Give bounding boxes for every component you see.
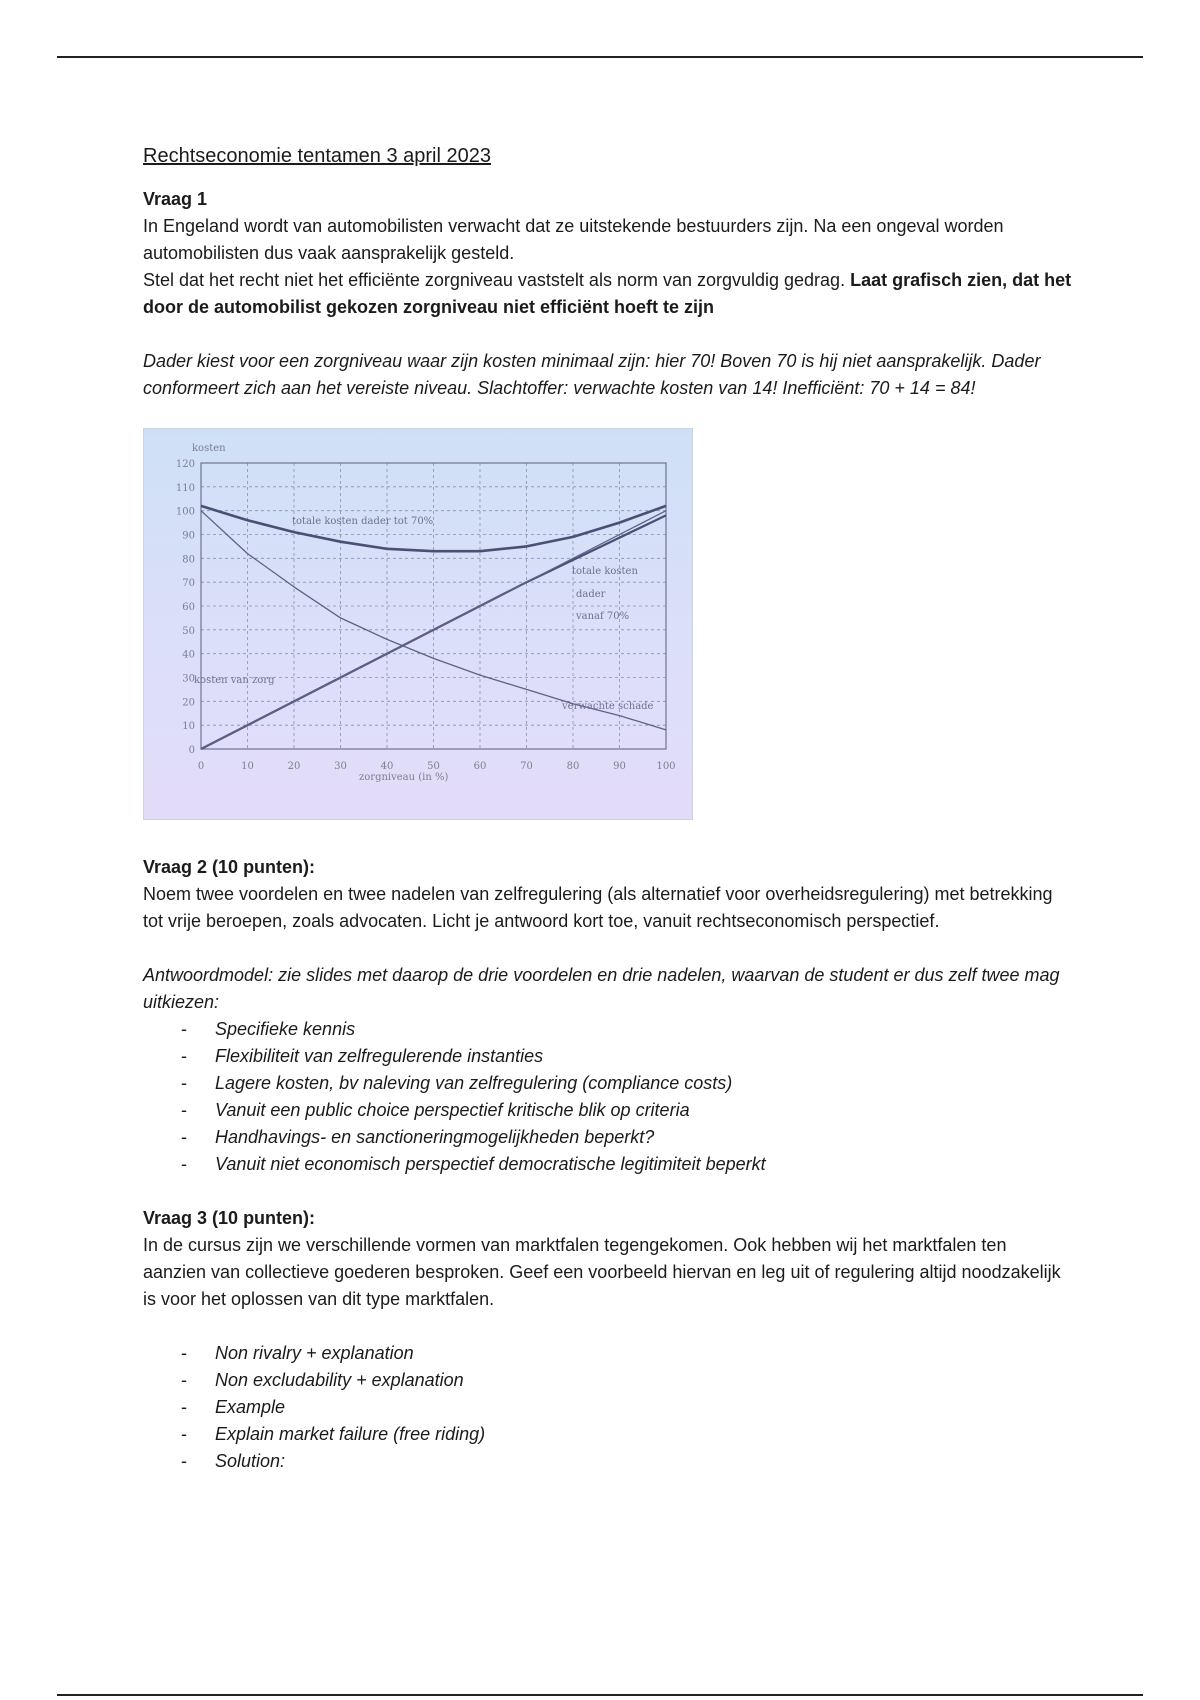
question-1-text: In Engeland wordt van automobilisten verwacht dat ze uitstekende bestuurders zijn. Na een ongeval worden automobilisten dus vaak aansprakelijk gesteld. — [143, 216, 1004, 263]
list-item: - Solution: — [181, 1448, 1073, 1475]
cost-chart — [143, 428, 693, 820]
label-kosten-van-zorg: kosten van zorg — [194, 675, 275, 686]
question-1-answer: Dader kiest voor een zorgniveau waar zijn kosten minimaal zijn: hier 70! Boven 70 is hij niet aansprakelijk. Dader conformeert zich aan het vereiste niveau. Slachtoffer: verwachte kosten van 14! Inefficiënt: 70 + 14 = 84! — [143, 351, 1041, 398]
y-axis-label: kosten — [192, 443, 226, 454]
list-item: - Vanuit niet economisch perspectief democratische legitimiteit beperkt — [181, 1151, 1073, 1178]
x-axis-label: zorgniveau (in %) — [359, 772, 449, 783]
y-ticks — [176, 459, 195, 756]
question-2-answer-intro: Antwoordmodel: zie slides met daarop de drie voordelen en drie nadelen, waarvan de student er dus zelf twee mag uitkiezen: — [143, 965, 1060, 1012]
list-item: - Non rivalry + explanation — [181, 1340, 1073, 1367]
x-tick-label: 100 — [656, 761, 676, 772]
x-tick-label: 60 — [473, 761, 487, 772]
x-tick-label: 80 — [566, 761, 580, 772]
list-item: - Vanuit een public choice perspectief kritische blik op criteria — [181, 1097, 1073, 1124]
label-verwachte-schade: verwachte schade — [562, 701, 654, 712]
x-tick-label: 70 — [520, 761, 533, 772]
y-tick-label: 30 — [182, 673, 195, 685]
list-item: - Non excludability + explanation — [181, 1367, 1073, 1394]
x-tick-label: 20 — [287, 761, 301, 772]
list-item: - Explain market failure (free riding) — [181, 1421, 1073, 1448]
label-totale-vanaf-70-line2: dader — [576, 589, 606, 600]
x-ticks — [198, 761, 676, 772]
question-1-task: Laat grafisch zien, dat het door de automobilist gekozen zorgniveau niet efficiënt hoeft te zijn — [143, 270, 1072, 317]
document-title: Rechtseconomie tentamen 3 april 2023 — [143, 145, 491, 167]
y-tick-label: 10 — [182, 721, 195, 733]
question-3-text: In de cursus zijn we verschillende vormen van marktfalen tegengekomen. Ook hebben wij het marktfalen ten aanzien van collectieve goederen besproken. Geef een voorbeeld hiervan en leg uit of regulering altijd noodzakelijk is voor het oplossen van dit type marktfalen. — [143, 1235, 1061, 1309]
top-rule — [57, 56, 1143, 58]
x-tick-label: 0 — [197, 761, 205, 772]
x-tick-label: 50 — [427, 761, 440, 772]
y-tick-label: 70 — [182, 578, 195, 590]
bottom-rule — [57, 1694, 1143, 1696]
question-1-statement — [143, 267, 1073, 321]
y-tick-label: 20 — [182, 697, 195, 709]
y-tick-label: 50 — [182, 625, 195, 637]
label-totale-vanaf-70-line1: totale kosten — [572, 566, 638, 577]
x-tick-label: 40 — [380, 761, 394, 772]
x-tick-label: 90 — [613, 761, 626, 772]
question-2-answer-list — [143, 1016, 1073, 1178]
x-tick-label: 10 — [241, 761, 254, 772]
question-3-heading: Vraag 3 (10 punten): — [143, 1208, 316, 1228]
y-tick-label: 40 — [182, 649, 195, 661]
list-item: - Lagere kosten, bv naleving van zelfregulering (compliance costs) — [181, 1070, 1073, 1097]
question-3-answer-list — [143, 1340, 1073, 1475]
list-item: - Flexibiliteit van zelfregulerende instanties — [181, 1043, 1073, 1070]
x-tick-label: 30 — [334, 761, 347, 772]
label-totale-tot-70: totale kosten dader tot 70% — [292, 516, 434, 527]
question-1-text-2: Stel dat het recht niet het efficiënte zorgniveau vaststelt als norm van zorgvuldig gedrag. — [143, 270, 846, 290]
question-1-heading: Vraag 1 — [143, 189, 208, 209]
y-tick-label: 90 — [182, 530, 195, 542]
list-item: - Example — [181, 1394, 1073, 1421]
document-page — [143, 143, 1073, 1475]
y-tick-label: 100 — [175, 506, 195, 518]
y-tick-label: 110 — [175, 482, 195, 494]
y-tick-label: 0 — [188, 745, 195, 756]
y-tick-label: 80 — [182, 554, 195, 566]
chart-svg — [144, 429, 692, 819]
label-totale-vanaf-70-line3: vanaf 70% — [576, 611, 630, 622]
question-2-heading: Vraag 2 (10 punten): — [143, 857, 316, 877]
question-2-text: Noem twee voordelen en twee nadelen van zelfregulering (als alternatief voor overheidsregulering) met betrekking tot vrije beroepen, zoals advocaten. Licht je antwoord kort toe, vanuit rechtseconomisch perspectief. — [143, 884, 1053, 931]
list-item: - Specifieke kennis — [181, 1016, 1073, 1043]
series-kosten-van-zorg — [201, 511, 666, 749]
y-tick-label: 60 — [182, 602, 195, 613]
y-tick-label: 120 — [175, 459, 195, 470]
list-item: - Handhavings- en sanctioneringmogelijkheden beperkt? — [181, 1124, 1073, 1151]
